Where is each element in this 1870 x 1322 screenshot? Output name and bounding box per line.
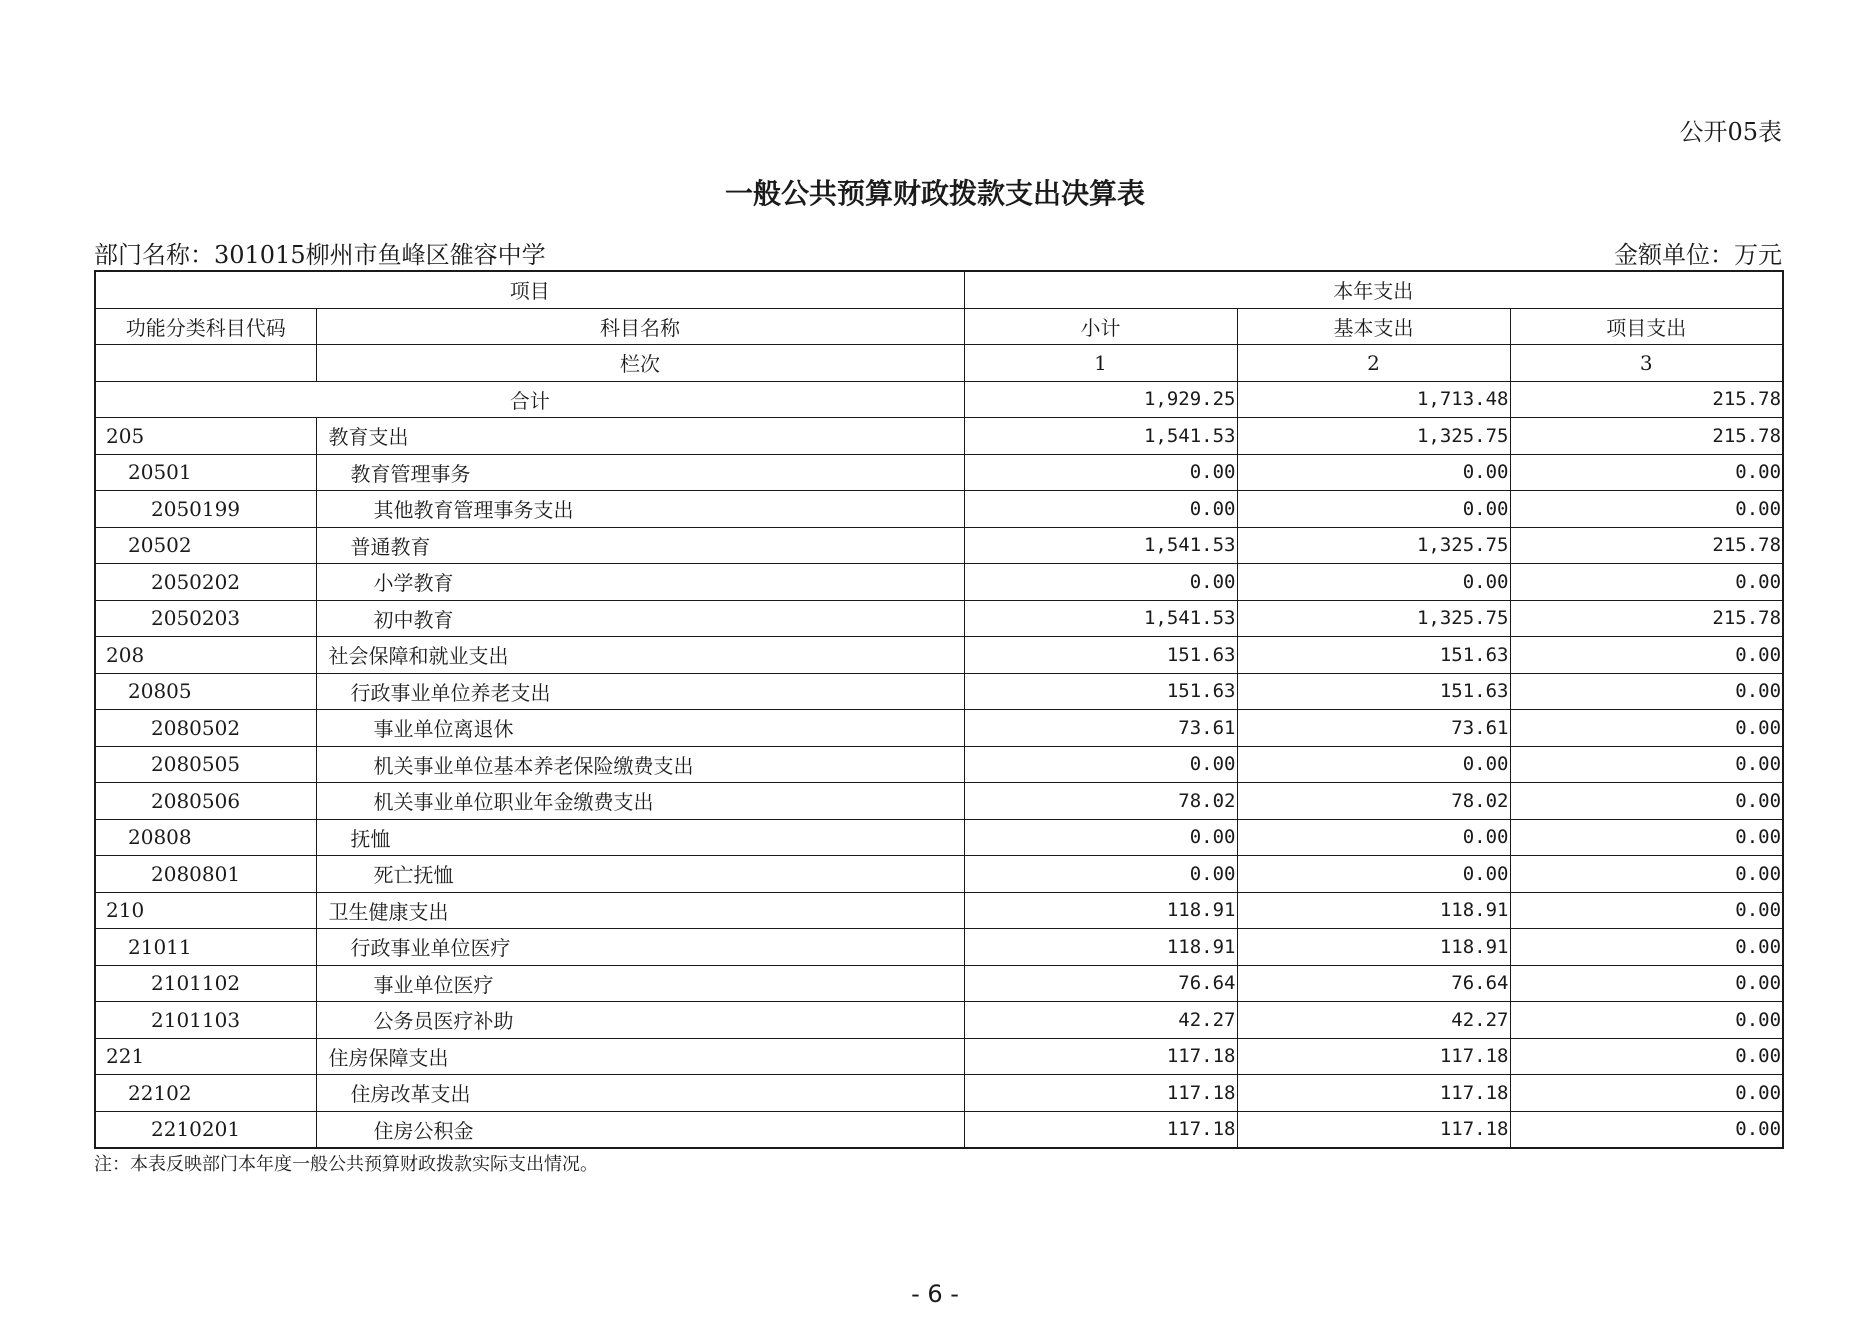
row-basic: 42.27 (1237, 1002, 1510, 1039)
table-row (95, 637, 1783, 674)
row-code: 2101103 (95, 1002, 316, 1039)
row-project: 215.78 (1510, 527, 1783, 564)
row-code: 2080505 (95, 746, 316, 783)
header-func-code: 功能分类科目代码 (95, 308, 316, 345)
table-row (95, 454, 1783, 491)
row-subject-name: 死亡抚恤 (316, 856, 964, 893)
row-basic: 0.00 (1237, 746, 1510, 783)
row-project: 0.00 (1510, 491, 1783, 528)
table-row (95, 746, 1783, 783)
row-basic: 118.91 (1237, 929, 1510, 966)
table-row (95, 929, 1783, 966)
form-number: 公开05表 (1679, 118, 1782, 146)
row-subject-name: 小学教育 (316, 564, 964, 601)
row-basic: 151.63 (1237, 637, 1510, 674)
row-subtotal: 1,541.53 (964, 527, 1237, 564)
row-subject-name: 社会保障和就业支出 (316, 637, 964, 674)
row-basic: 73.61 (1237, 710, 1510, 747)
row-subtotal: 117.18 (964, 1038, 1237, 1075)
row-project: 0.00 (1510, 1038, 1783, 1075)
table-row (95, 819, 1783, 856)
row-code: 2050203 (95, 600, 316, 637)
table-row (95, 783, 1783, 820)
row-code: 20805 (95, 673, 316, 710)
header-row-3 (95, 345, 1783, 382)
row-basic: 1,325.75 (1237, 527, 1510, 564)
amount-unit: 金额单位：万元 (1614, 241, 1782, 269)
row-code: 205 (95, 418, 316, 455)
row-subject-name: 住房改革支出 (316, 1075, 964, 1112)
row-subject-name: 普通教育 (316, 527, 964, 564)
row-project: 0.00 (1510, 637, 1783, 674)
table-row (95, 856, 1783, 893)
row-subtotal: 151.63 (964, 673, 1237, 710)
row-basic: 1,325.75 (1237, 600, 1510, 637)
row-subject-name: 机关事业单位基本养老保险缴费支出 (316, 746, 964, 783)
row-project: 0.00 (1510, 783, 1783, 820)
row-project: 215.78 (1510, 600, 1783, 637)
row-project: 0.00 (1510, 1111, 1783, 1148)
row-code: 2050202 (95, 564, 316, 601)
row-basic: 0.00 (1237, 454, 1510, 491)
row-code: 2080502 (95, 710, 316, 747)
row-project: 0.00 (1510, 856, 1783, 893)
row-project: 0.00 (1510, 454, 1783, 491)
table-row (95, 527, 1783, 564)
table-row (95, 600, 1783, 637)
table-row (95, 892, 1783, 929)
row-subtotal: 0.00 (964, 491, 1237, 528)
total-label: 合计 (95, 381, 964, 418)
row-project: 0.00 (1510, 1002, 1783, 1039)
row-subject-name: 事业单位离退休 (316, 710, 964, 747)
row-subtotal: 151.63 (964, 637, 1237, 674)
row-subtotal: 0.00 (964, 856, 1237, 893)
table-row (95, 673, 1783, 710)
row-basic: 1,325.75 (1237, 418, 1510, 455)
row-subject-name: 公务员医疗补助 (316, 1002, 964, 1039)
row-project: 215.78 (1510, 418, 1783, 455)
table-row (95, 491, 1783, 528)
row-subject-name: 住房公积金 (316, 1111, 964, 1148)
page-number: - 6 - (911, 1280, 959, 1308)
header-basic: 基本支出 (1237, 308, 1510, 345)
row-subtotal: 1,541.53 (964, 418, 1237, 455)
row-code: 208 (95, 637, 316, 674)
row-code: 21011 (95, 929, 316, 966)
row-project: 0.00 (1510, 673, 1783, 710)
row-code: 210 (95, 892, 316, 929)
row-subtotal: 42.27 (964, 1002, 1237, 1039)
header-row-1 (95, 271, 1783, 308)
row-code: 20502 (95, 527, 316, 564)
table-row (95, 1075, 1783, 1112)
row-subtotal: 78.02 (964, 783, 1237, 820)
header-row-2 (95, 308, 1783, 345)
table-row (95, 418, 1783, 455)
row-subject-name: 教育支出 (316, 418, 964, 455)
total-project: 215.78 (1510, 381, 1783, 418)
empty-cell (95, 345, 316, 382)
row-subject-name: 教育管理事务 (316, 454, 964, 491)
department-name: 部门名称：301015柳州市鱼峰区雒容中学 (94, 241, 546, 269)
row-subtotal: 1,541.53 (964, 600, 1237, 637)
row-project: 0.00 (1510, 564, 1783, 601)
total-basic: 1,713.48 (1237, 381, 1510, 418)
row-project: 0.00 (1510, 892, 1783, 929)
row-subject-name: 行政事业单位医疗 (316, 929, 964, 966)
row-basic: 117.18 (1237, 1075, 1510, 1112)
row-project: 0.00 (1510, 819, 1783, 856)
row-basic: 0.00 (1237, 856, 1510, 893)
row-project: 0.00 (1510, 746, 1783, 783)
row-code: 2050199 (95, 491, 316, 528)
row-code: 20808 (95, 819, 316, 856)
row-basic: 0.00 (1237, 819, 1510, 856)
row-project: 0.00 (1510, 710, 1783, 747)
column-index-3: 3 (1510, 345, 1783, 382)
header-current-year: 本年支出 (964, 271, 1783, 308)
table-row (95, 710, 1783, 747)
row-project: 0.00 (1510, 929, 1783, 966)
table-row (95, 1038, 1783, 1075)
row-subtotal: 0.00 (964, 746, 1237, 783)
row-subtotal: 118.91 (964, 892, 1237, 929)
header-project-exp: 项目支出 (1510, 308, 1783, 345)
budget-table (94, 270, 1784, 1149)
row-code: 2210201 (95, 1111, 316, 1148)
row-subtotal: 73.61 (964, 710, 1237, 747)
total-subtotal: 1,929.25 (964, 381, 1237, 418)
row-subtotal: 117.18 (964, 1075, 1237, 1112)
row-subtotal: 0.00 (964, 454, 1237, 491)
row-subject-name: 卫生健康支出 (316, 892, 964, 929)
row-subtotal: 0.00 (964, 564, 1237, 601)
row-project: 0.00 (1510, 1075, 1783, 1112)
row-basic: 78.02 (1237, 783, 1510, 820)
row-subtotal: 0.00 (964, 819, 1237, 856)
row-subject-name: 行政事业单位养老支出 (316, 673, 964, 710)
row-basic: 0.00 (1237, 564, 1510, 601)
row-code: 20501 (95, 454, 316, 491)
document-title: 一般公共预算财政拨款支出决算表 (724, 177, 1145, 210)
row-basic: 76.64 (1237, 965, 1510, 1002)
row-subject-name: 抚恤 (316, 819, 964, 856)
row-subject-name: 机关事业单位职业年金缴费支出 (316, 783, 964, 820)
row-basic: 118.91 (1237, 892, 1510, 929)
column-label: 栏次 (316, 345, 964, 382)
row-code: 221 (95, 1038, 316, 1075)
header-project: 项目 (95, 271, 964, 308)
table-row (95, 965, 1783, 1002)
total-row (95, 381, 1783, 418)
table-row (95, 1002, 1783, 1039)
row-subject-name: 事业单位医疗 (316, 965, 964, 1002)
row-code: 2080801 (95, 856, 316, 893)
row-basic: 0.00 (1237, 491, 1510, 528)
row-code: 2101102 (95, 965, 316, 1002)
row-subtotal: 118.91 (964, 929, 1237, 966)
row-subtotal: 76.64 (964, 965, 1237, 1002)
header-subject-name: 科目名称 (316, 308, 964, 345)
row-subtotal: 117.18 (964, 1111, 1237, 1148)
row-subject-name: 初中教育 (316, 600, 964, 637)
row-subject-name: 其他教育管理事务支出 (316, 491, 964, 528)
table-row (95, 564, 1783, 601)
header-subtotal: 小计 (964, 308, 1237, 345)
column-index-1: 1 (964, 345, 1237, 382)
table-note: 注：本表反映部门本年度一般公共预算财政拨款实际支出情况。 (94, 1154, 598, 1175)
row-basic: 117.18 (1237, 1038, 1510, 1075)
row-project: 0.00 (1510, 965, 1783, 1002)
row-subject-name: 住房保障支出 (316, 1038, 964, 1075)
column-index-2: 2 (1237, 345, 1510, 382)
row-basic: 117.18 (1237, 1111, 1510, 1148)
row-basic: 151.63 (1237, 673, 1510, 710)
row-code: 2080506 (95, 783, 316, 820)
row-code: 22102 (95, 1075, 316, 1112)
table-row (95, 1111, 1783, 1148)
